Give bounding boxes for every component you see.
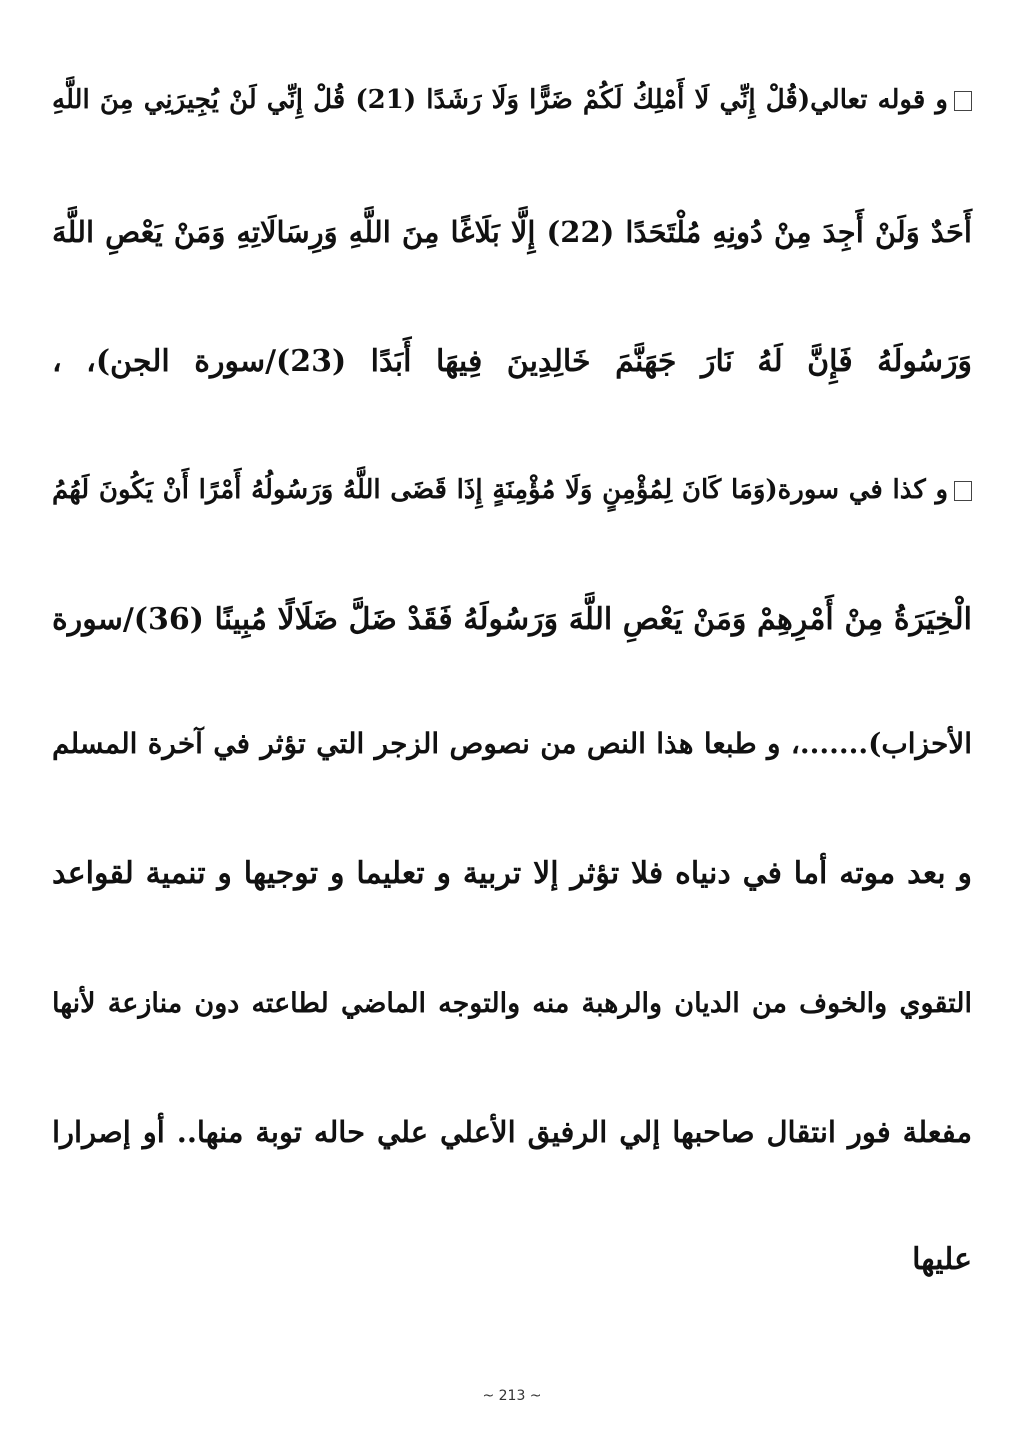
bullet-box-icon [954, 481, 972, 501]
text-line-4 [52, 468, 972, 512]
bullet-box-icon [954, 91, 972, 111]
text-line-1 [52, 78, 972, 122]
text-line-7: و بعد موته أما في دنياه فلا تؤثر إلا تربية و تعليما و توجيها و تنمية لقواعد [52, 856, 972, 891]
text-line-10: عليها [912, 1242, 972, 1277]
text-line-8: التقوي والخوف من الديان والرهبة منه والتوجه الماضي لطاعته دون منازعة لأنها [52, 988, 972, 1019]
text-line-4-content: و كذا في سورة(وَمَا كَانَ لِمُؤْمِنٍ وَلَا مُؤْمِنَةٍ إِذَا قَضَى اللَّهُ وَرَسُولُهُ أَمْرًا أَنْ يَكُونَ لَهُمُ [52, 475, 948, 505]
text-line-6: الأحزاب).......، و طبعا هذا النص من نصوص الزجر التي تؤثر في آخرة المسلم [52, 727, 972, 760]
text-line-5: الْخِيَرَةُ مِنْ أَمْرِهِمْ وَمَنْ يَعْصِ اللَّهَ وَرَسُولَهُ فَقَدْ ضَلَّ ضَلَالًا مُبِينًا (36)/سورة [52, 602, 972, 637]
text-line-9: مفعلة فور انتقال صاحبها إلي الرفيق الأعلي علي حاله توبة منها.. أو إصرارا [52, 1115, 972, 1149]
text-line-1-content: و قوله تعالي(قُلْ إِنِّي لَا أَمْلِكُ لَكُمْ ضَرًّا وَلَا رَشَدًا (21) قُلْ إِنِّي لَنْ يُجِيرَنِي مِنَ اللَّهِ [52, 85, 948, 115]
text-line-3: وَرَسُولَهُ فَإِنَّ لَهُ نَارَ جَهَنَّمَ خَالِدِينَ فِيهَا أَبَدًا (23)/سورة الجن)، ، [52, 344, 972, 379]
text-line-2: أَحَدٌ وَلَنْ أَجِدَ مِنْ دُونِهِ مُلْتَحَدًا (22) إِلَّا بَلَاغًا مِنَ اللَّهِ وَرِسَالَاتِهِ وَمَنْ يَعْصِ اللَّهَ [52, 215, 972, 249]
page-number: ~ 213 ~ [482, 1388, 542, 1404]
